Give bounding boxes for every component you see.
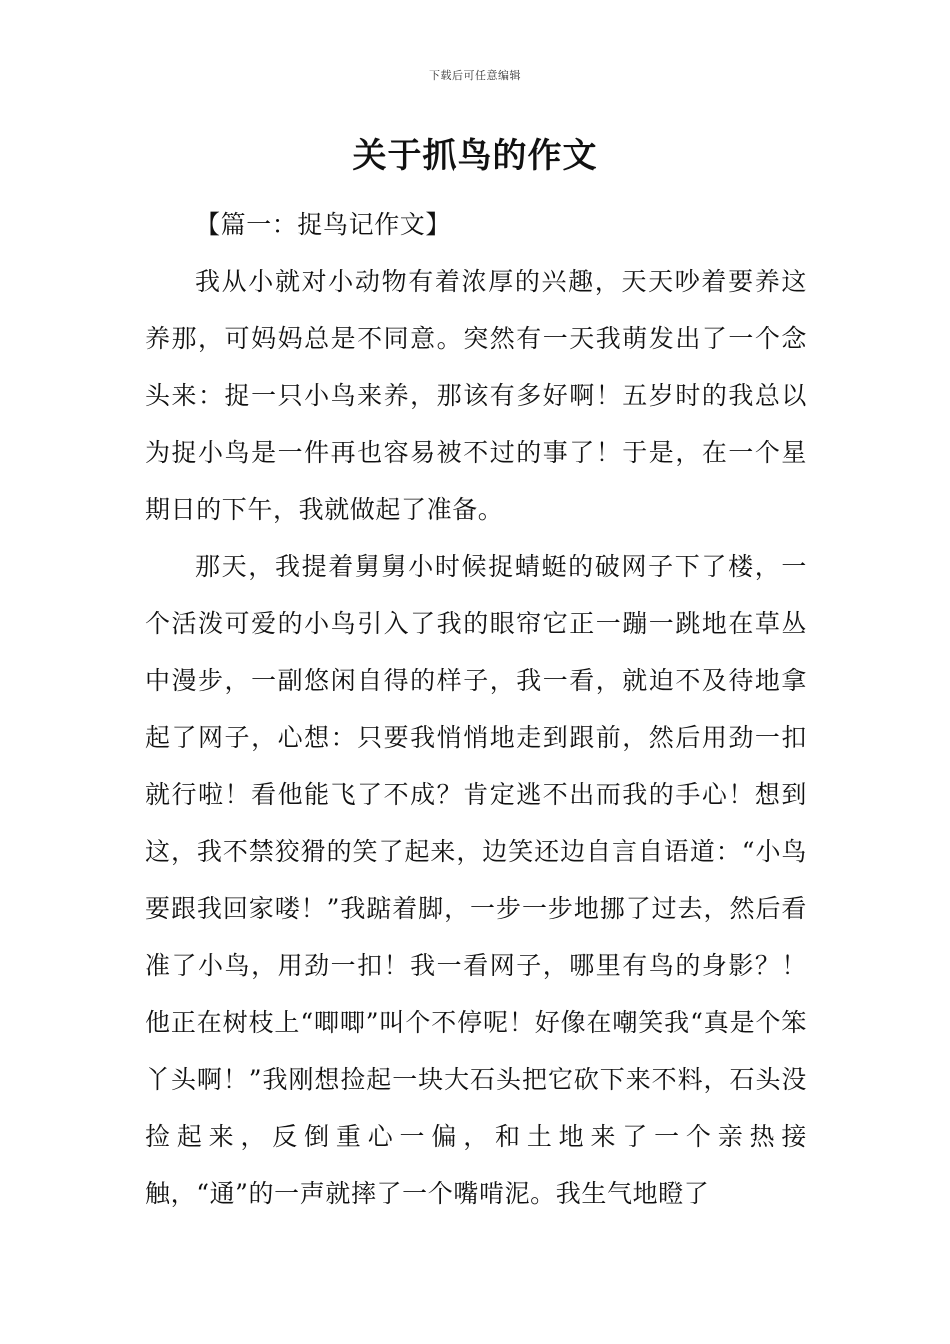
document-title: 关于抓鸟的作文 (352, 136, 598, 176)
paragraph-2: 那天，我提着舅舅小时候捉蜻蜓的破网子下了楼，一个活泼可爱的小鸟引入了我的眼帘它正一蹦一跳地在草丛中漫步，一副悠闲自得的样子，我一看，就迫不及待地拿起了网子，心想：只要我悄悄地走到跟前，然后用劲一扣就行啦！看他能飞了不成？肯定逃不出而我的手心！想到这，我不禁狡猾的笑了起来，边笑还边自言自语道：“小鸟要跟我回家喽！”我踮着脚，一步一步地挪了过去，然后看准了小鸟，用劲一扣！我一看网子，哪里有鸟的身影？！他正在树枝上“唧唧”叫个不停呢！好像在嘲笑我“真是个笨丫头啊！”我刚想捡起一块大石头把它砍下来不料，石头没捡起来，反倒重心一偏，和土地来了一个亲热接触，“通”的一声就摔了一个嘴啃泥。我生气地瞪了 (145, 552, 807, 1208)
document-body (145, 196, 807, 1222)
header-note: 下载后可任意编辑 (429, 69, 521, 82)
paragraph-1: 我从小就对小动物有着浓厚的兴趣，天天吵着要养这养那，可妈妈总是不同意。突然有一天我萌发出了一个念头来：捉一只小鸟来养，那该有多好啊！五岁时的我总以为捉小鸟是一件再也容易被不过的事了！于是，在一个星期日的下午，我就做起了准备。 (145, 267, 807, 524)
section-heading: 【篇一：捉鸟记作文】 (195, 210, 452, 239)
